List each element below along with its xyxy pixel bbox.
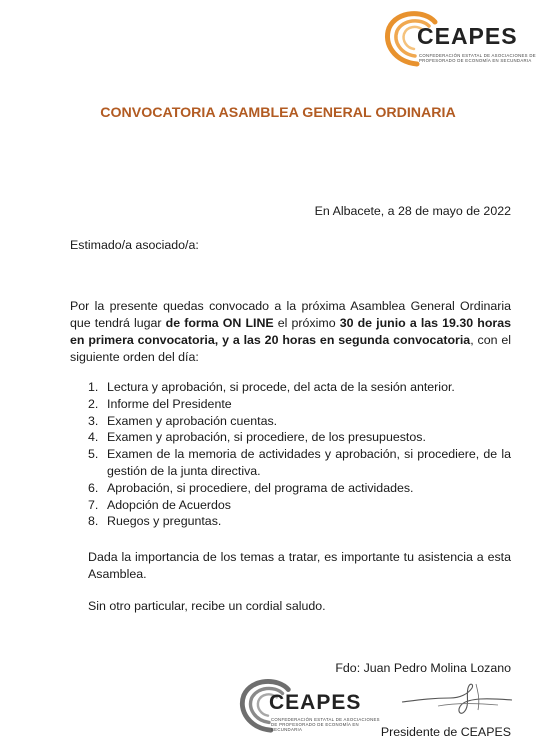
intro-text-2: el próximo	[273, 316, 340, 330]
agenda-item-text: Ruegos y preguntas.	[107, 514, 222, 529]
signed-by: Fdo: Juan Pedro Molina Lozano	[335, 661, 511, 675]
agenda-item	[88, 446, 511, 480]
place-date: En Albacete, a 28 de mayo de 2022	[314, 204, 511, 218]
agenda-item	[88, 413, 511, 430]
agenda-item-text: Examen y aprobación, si procediere, de los presupuestos.	[107, 430, 426, 445]
ceapes-logo-header	[383, 8, 543, 70]
ceapes-logo-footer	[238, 676, 388, 736]
intro-text-3: , con el siguiente orden del día:	[70, 333, 511, 364]
signer-role: Presidente de CEAPES	[380, 725, 511, 739]
agenda-item	[88, 429, 511, 446]
agenda-item	[88, 513, 511, 530]
agenda-item-number: 2.	[88, 396, 99, 411]
agenda-item-number: 1.	[88, 380, 99, 394]
agenda-item-text: Lectura y aprobación, si procede, del acta de la sesión anterior.	[107, 380, 455, 394]
agenda-item-number: 5.	[88, 447, 99, 462]
intro-bold-schedule: 30 de junio a las 19.30 horas en primera convocatoria, y a las 20 horas en segunda convocatoria	[70, 316, 511, 347]
agenda-item	[88, 497, 511, 514]
logo-wordmark: CEAPES	[417, 23, 518, 49]
document-title: CONVOCATORIA ASAMBLEA GENERAL ORDINARIA	[100, 105, 456, 121]
farewell: Sin otro particular, recibe un cordial saludo.	[88, 599, 326, 613]
agenda-item	[88, 480, 511, 497]
greeting: Estimado/a asociado/a:	[70, 238, 199, 252]
agenda-item-number: 4.	[88, 430, 99, 445]
intro-paragraph	[70, 298, 511, 366]
handwritten-signature	[398, 676, 516, 718]
agenda-item-number: 3.	[88, 413, 99, 428]
intro-bold-online: de forma ON LINE	[165, 316, 274, 330]
intro-text-1: Por la presente quedas convocado a la próxima Asamblea General Ordinaria que tendrá lugar	[70, 299, 511, 330]
agenda-item-number: 8.	[88, 514, 99, 529]
agenda-item-number: 6.	[88, 480, 99, 495]
agenda-item-number: 7.	[88, 497, 99, 512]
logo-tagline: CONFEDERACIÓN ESTATAL DE ASOCIACIONES DE PROFESORADO DE ECONOMÍA EN SECUNDARIA	[271, 717, 380, 732]
closing-paragraph: Dada la importancia de los temas a tratar, es importante tu asistencia a esta Asamblea.	[88, 550, 511, 581]
agenda-item-text: Informe del Presidente	[107, 396, 232, 411]
agenda-item-text: Examen de la memoria de actividades y aprobación, si procediere, de la gestión de la junta directiva.	[107, 447, 511, 478]
agenda-item	[88, 396, 511, 413]
agenda-item	[88, 379, 511, 396]
agenda-list	[88, 379, 511, 530]
logo-tagline: CONFEDERACIÓN ESTATAL DE ASOCIACIONES DE PROFESORADO DE ECONOMÍA EN SECUNDARIA	[419, 53, 536, 63]
agenda-item-text: Adopción de Acuerdos	[107, 497, 231, 512]
agenda-item-text: Aprobación, si procediere, del programa de actividades.	[107, 480, 414, 495]
agenda-item-text: Examen y aprobación cuentas.	[107, 413, 278, 428]
logo-wordmark: CEAPES	[269, 691, 362, 714]
